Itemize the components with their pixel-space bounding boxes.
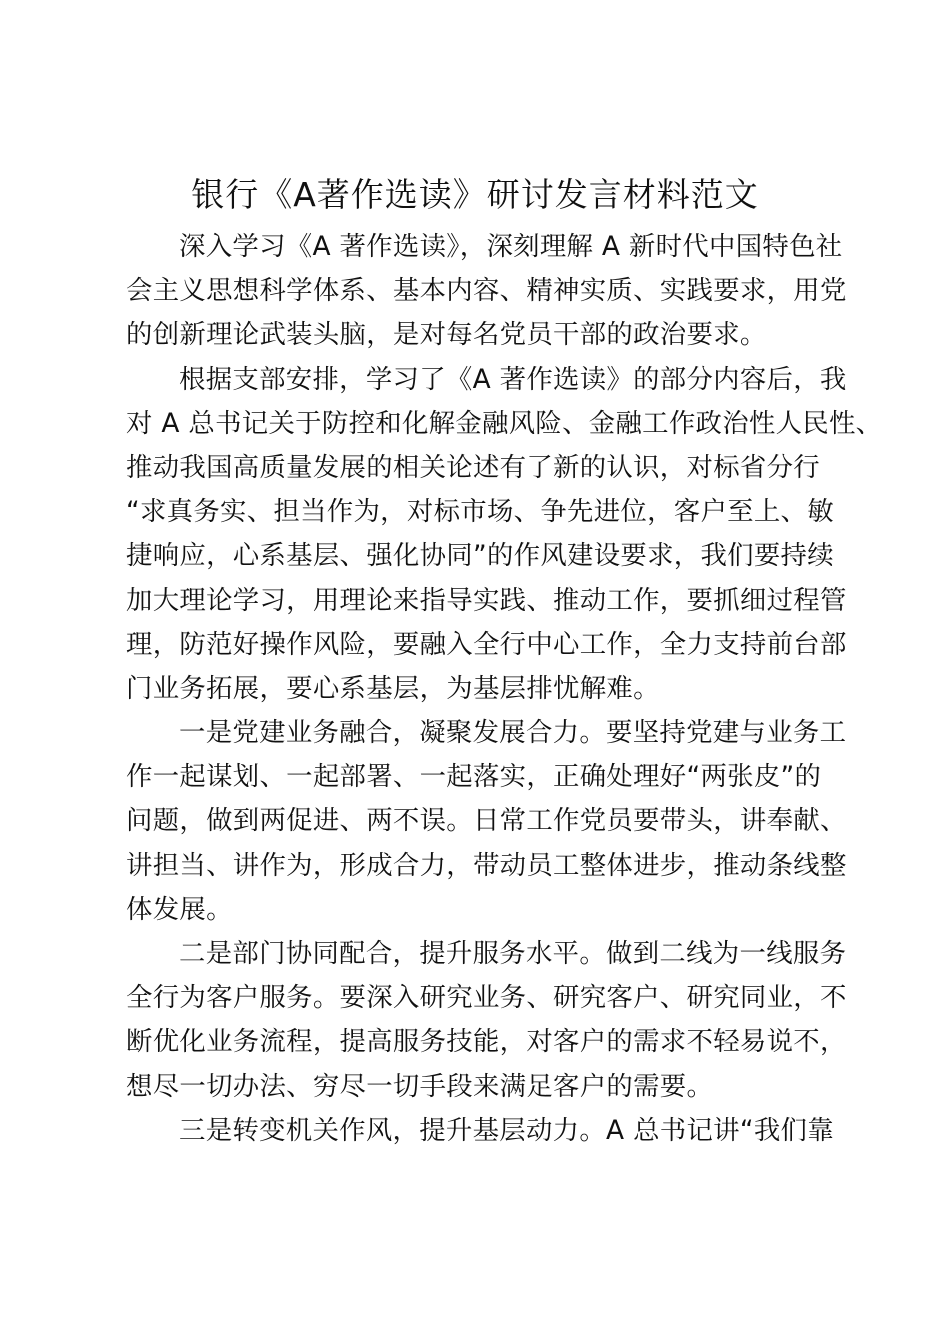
paragraph-point-three	[126, 1109, 846, 1153]
paragraph-line: 全行为客户服务。要深入研究业务、研究客户、研究同业，不	[126, 982, 847, 1014]
paragraph-line: 会主义思想科学体系、基本内容、精神实质、实践要求，用党	[126, 275, 847, 307]
paragraph-line: 捷响应，心系基层、强化协同”的作风建设要求，我们要持续	[126, 540, 834, 572]
document-title: 银行《A著作选读》研讨发言材料范文	[191, 175, 759, 214]
document-body	[126, 225, 883, 1153]
paragraph-intro	[126, 225, 846, 358]
paragraph-line: 一是党建业务融合，凝聚发展合力。要坚持党建与业务工	[179, 717, 847, 749]
paragraph-line: 加大理论学习，用理论来指导实践、推动工作，要抓细过程管	[126, 584, 847, 616]
paragraph-line: 三是转变机关作风，提升基层动力。A 总书记讲“我们靠	[179, 1114, 834, 1146]
paragraph-line: 作一起谋划、一起部署、一起落实，正确处理好“两张皮”的	[126, 761, 822, 793]
paragraph-line: 的创新理论武装头脑，是对每名党员干部的政治要求。	[126, 319, 767, 351]
paragraph-point-two	[126, 932, 846, 1109]
paragraph-line: 讲担当、讲作为，形成合力，带动员工整体进步，推动条线整	[126, 849, 847, 881]
paragraph-context	[126, 358, 883, 712]
paragraph-line: 二是部门协同配合，提升服务水平。做到二线为一线服务	[179, 938, 847, 969]
paragraph-line: 想尽一切办法、穷尽一切手段来满足客户的需要。	[126, 1070, 714, 1102]
paragraph-line: 问题，做到两促进、两不误。日常工作党员要带头，讲奉献、	[126, 805, 847, 837]
paragraph-line: 深入学习《A 著作选读》，深刻理解 A 新时代中国特色社	[179, 231, 843, 262]
paragraph-point-one	[126, 711, 846, 932]
paragraph-line: 理，防范好操作风险，要融入全行中心工作，全力支持前台部	[126, 628, 847, 660]
paragraph-line: “求真务实、担当作为，对标市场、争先进位，客户至上、敏	[126, 496, 834, 528]
paragraph-line: 体发展。	[126, 893, 233, 925]
paragraph-line: 门业务拓展，要心系基层，为基层排忧解难。	[126, 672, 660, 704]
paragraph-line: 断优化业务流程，提高服务技能，对客户的需求不轻易说不，	[126, 1026, 847, 1058]
paragraph-line: 根据支部安排，学习了《A 著作选读》的部分内容后，我	[179, 363, 847, 395]
paragraph-line: 推动我国高质量发展的相关论述有了新的认识，对标省分行	[126, 451, 820, 483]
paragraph-line: 对 A 总书记关于防控和化解金融风险、金融工作政治性人民性、	[126, 407, 883, 439]
